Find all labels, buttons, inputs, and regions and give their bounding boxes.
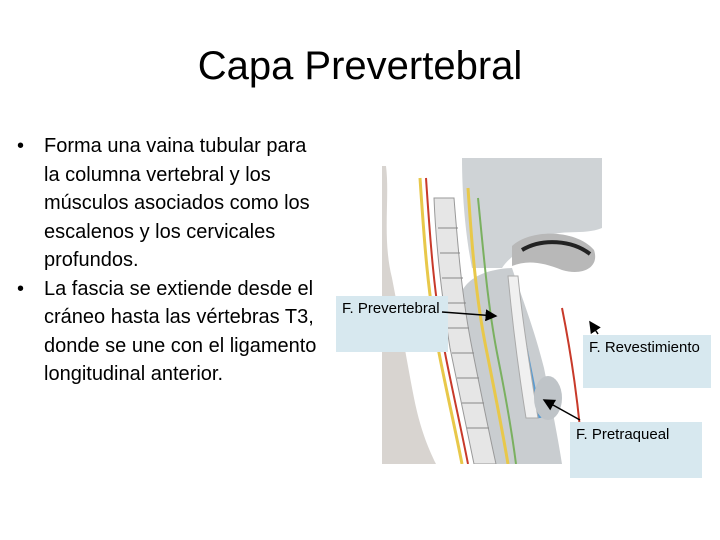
label-fascia-prevertebral: F. Prevertebral [336, 296, 448, 352]
label-fascia-revestimiento: F. Revestimiento [583, 335, 711, 388]
larynx [534, 376, 562, 420]
bullet-list [14, 132, 324, 389]
bullet-glyph: • [17, 277, 25, 300]
label-fascia-pretraqueal: F. Pretraqueal [570, 422, 702, 478]
bullet-item [14, 275, 324, 389]
bullet-text: Forma una vaina tubular para la columna vertebral y los músculos asociados como los escalenos y los cervicales profundos. [44, 135, 310, 271]
bullet-item [14, 132, 324, 275]
bullet-text: La fascia se extiende desde el cráneo hasta las vértebras T3, donde se une con el ligamento longitudinal anterior. [44, 277, 317, 385]
slide-title: Capa Prevertebral [197, 44, 523, 88]
bullet-glyph: • [17, 135, 25, 157]
